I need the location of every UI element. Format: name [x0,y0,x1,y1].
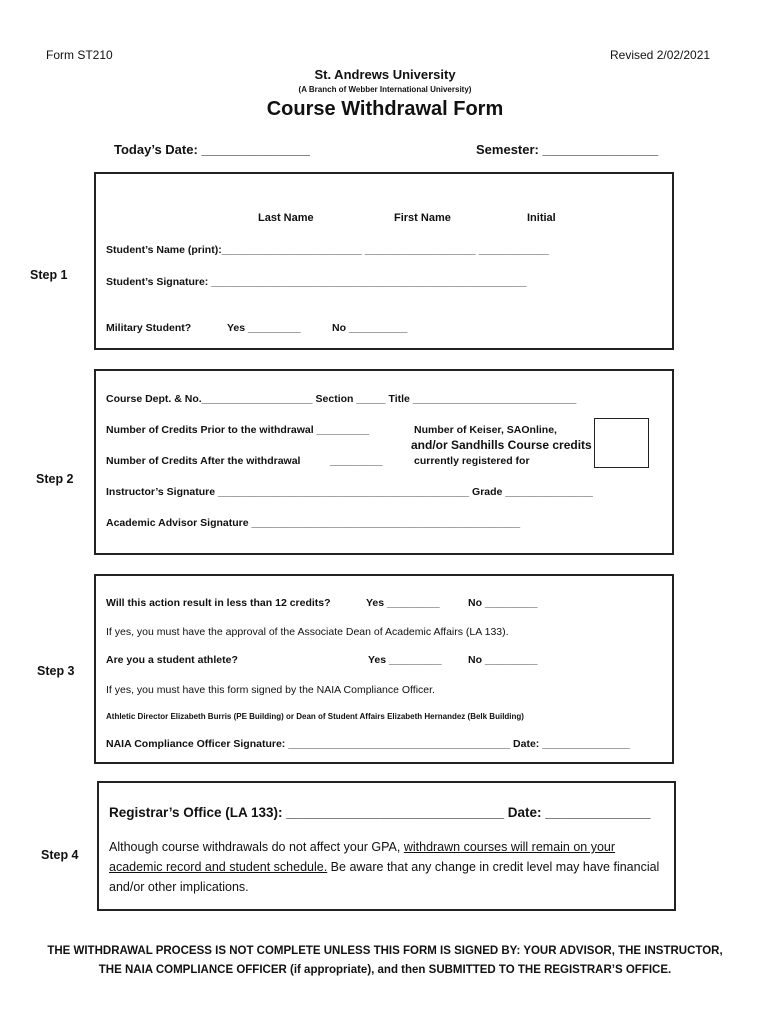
footer-notice [40,942,730,980]
notice-part-a: Although course withdrawals do not affect your GPA, [109,840,404,854]
athlete-question: Are you a student athlete? [106,654,238,666]
col-first-name: First Name [394,212,451,224]
instructor-signature-field[interactable]: Instructor’s Signature ___________________________________________ Grade _______________ [106,486,593,498]
advisor-signature-field[interactable]: Academic Advisor Signature ______________________________________________ [106,517,521,529]
credits-no-field[interactable]: No _________ [468,597,538,609]
military-yes-field[interactable]: Yes _________ [227,322,301,334]
credits-prior-field[interactable]: Number of Credits Prior to the withdrawal _________ [106,424,370,436]
athletic-directors-text: Athletic Director Elizabeth Burris (PE Building) or Dean of Student Affairs Elizabeth Hernandez (Belk Building) [106,712,524,721]
registrar-signature-field[interactable]: Registrar’s Office (LA 133): _____________________________ Date: ______________ [109,805,651,820]
credits-after-label: Number of Credits After the withdrawal [106,455,301,467]
university-name: St. Andrews University [314,67,456,82]
col-last-name: Last Name [258,212,314,224]
naia-signature-field[interactable]: NAIA Compliance Officer Signature: ______________________________________ Date: _______________ [106,738,630,750]
step2-label: Step 2 [36,472,74,486]
credits-question: Will this action result in less than 12 credits? [106,597,331,609]
student-signature-field[interactable]: Student’s Signature: ______________________________________________________ [106,276,527,288]
form-id: Form ST210 [46,48,113,62]
credits-after-field[interactable]: _________ [330,455,383,467]
semester-field[interactable]: Semester: ________________ [476,142,659,157]
footer-line-1: THE WITHDRAWAL PROCESS IS NOT COMPLETE UNLESS THIS FORM IS SIGNED BY: YOUR ADVISOR, THE INSTRUCTOR, [47,945,723,957]
notice-part-b: withdrawn courses will remain on your academic record and student schedule. [109,840,616,874]
keiser-text-1: Number of Keiser, SAOnline, [414,424,557,436]
col-initial: Initial [527,212,556,224]
withdrawal-notice [109,837,669,897]
todays-date-field[interactable]: Today’s Date: _______________ [114,142,310,157]
notice-part-c: Be aware that any change in credit level may have financial and/or other implications. [109,860,660,894]
credits-note: If yes, you must have the approval of the Associate Dean of Academic Affairs (LA 133). [106,626,509,638]
step4-label: Step 4 [41,848,79,862]
course-line-field[interactable]: Course Dept. & No.___________________ Section _____ Title ____________________________ [106,393,577,405]
footer-line-2: THE NAIA COMPLIANCE OFFICER (if appropriate), and then SUBMITTED TO THE REGISTRAR’S OFFICE. [98,964,672,976]
military-no-field[interactable]: No __________ [332,322,408,334]
revised-date: Revised 2/02/2021 [610,48,711,62]
student-name-field[interactable]: Student’s Name (print):________________________ ___________________ ____________ [106,244,549,256]
step1-label: Step 1 [30,268,68,282]
keiser-text-2: and/or Sandhills Course credits [411,438,592,452]
athlete-note: If yes, you must have this form signed by the NAIA Compliance Officer. [106,684,435,696]
athlete-no-field[interactable]: No _________ [468,654,538,666]
step3-label: Step 3 [37,664,75,678]
keiser-credits-box[interactable] [594,418,649,468]
keiser-text-3: currently registered for [414,455,530,467]
page-title: Course Withdrawal Form [266,98,504,120]
military-student-label: Military Student? [106,322,192,334]
athlete-yes-field[interactable]: Yes _________ [368,654,442,666]
university-branch: (A Branch of Webber International University) [298,85,472,94]
credits-yes-field[interactable]: Yes _________ [366,597,440,609]
